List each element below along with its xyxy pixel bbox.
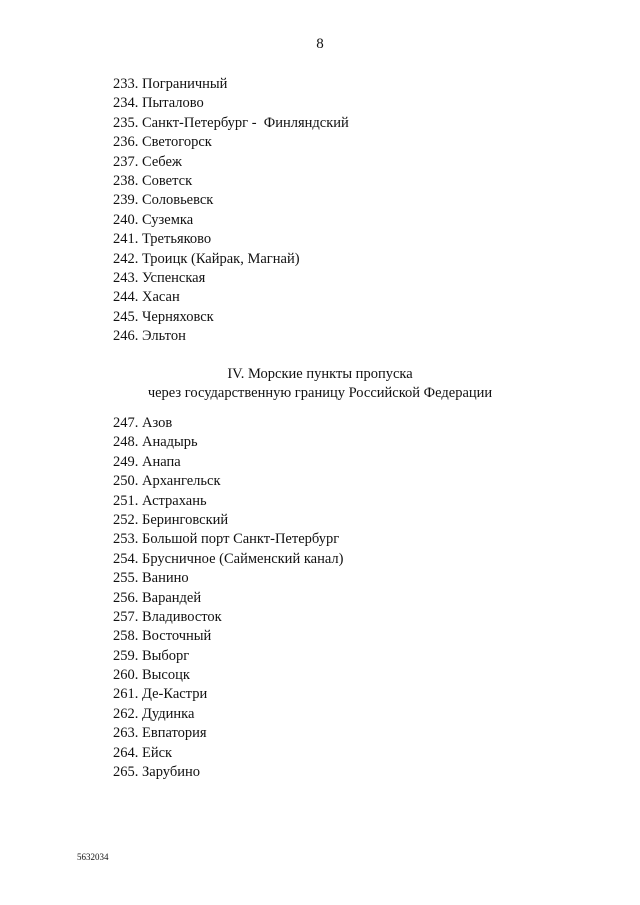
list-item: 250. Архангельск bbox=[113, 473, 221, 490]
list-item: 241. Третьяково bbox=[113, 231, 212, 248]
list-item: 258. Восточный bbox=[113, 628, 212, 645]
list-item: 247. Азов bbox=[113, 415, 173, 431]
list-item: 248. Анадырь bbox=[113, 434, 198, 451]
list-item: 252. Беринговский bbox=[113, 511, 229, 528]
list-item: 254. Брусничное (Сайменский канал) bbox=[113, 550, 344, 567]
list-item: 263. Евпатория bbox=[113, 725, 207, 742]
list-item: 261. Де-Кастри bbox=[113, 686, 208, 703]
list-item: 264. Ейск bbox=[113, 744, 173, 761]
list-item: 240. Суземка bbox=[113, 211, 194, 228]
document-code: 5632034 bbox=[77, 852, 109, 862]
list-item: 242. Троицк (Кайрак, Магнай) bbox=[113, 250, 300, 267]
list-item: 239. Соловьевск bbox=[113, 192, 214, 209]
list-item: 237. Себеж bbox=[113, 153, 182, 170]
list-item: 255. Ванино bbox=[113, 570, 189, 587]
list-item: 235. Санкт-Петербург - Финляндский bbox=[113, 114, 349, 131]
list-item: 244. Хасан bbox=[113, 289, 180, 306]
list-item: 236. Светогорск bbox=[113, 134, 212, 151]
list-item: 253. Большой порт Санкт-Петербург bbox=[113, 531, 340, 548]
list-item: 243. Успенская bbox=[113, 269, 206, 286]
section-heading bbox=[0, 365, 640, 403]
list-item: 249. Анапа bbox=[113, 453, 181, 470]
list-item: 246. Эльтон bbox=[113, 328, 186, 345]
list-item: 265. Зарубино bbox=[113, 764, 200, 781]
list-item: 260. Высоцк bbox=[113, 667, 190, 684]
list-item: 257. Владивосток bbox=[113, 608, 222, 625]
list-item: 262. Дудинка bbox=[113, 705, 195, 722]
list-item: 259. Выборг bbox=[113, 647, 190, 664]
section-heading-line-2: через государственную границу Российской Федерации bbox=[147, 385, 493, 401]
sea-checkpoint-list bbox=[113, 414, 343, 782]
list-item: 251. Астрахань bbox=[113, 492, 207, 509]
page-number: 8 bbox=[316, 36, 324, 52]
list-item: 245. Черняховск bbox=[113, 308, 214, 325]
list-item: 256. Варандей bbox=[113, 589, 202, 606]
list-item: 234. Пыталово bbox=[113, 95, 204, 112]
land-checkpoint-list bbox=[113, 75, 349, 346]
list-item: 233. Пограничный bbox=[113, 76, 228, 92]
list-item: 238. Советск bbox=[113, 172, 193, 189]
section-heading-line-1: IV. Морские пункты пропуска bbox=[227, 366, 413, 382]
